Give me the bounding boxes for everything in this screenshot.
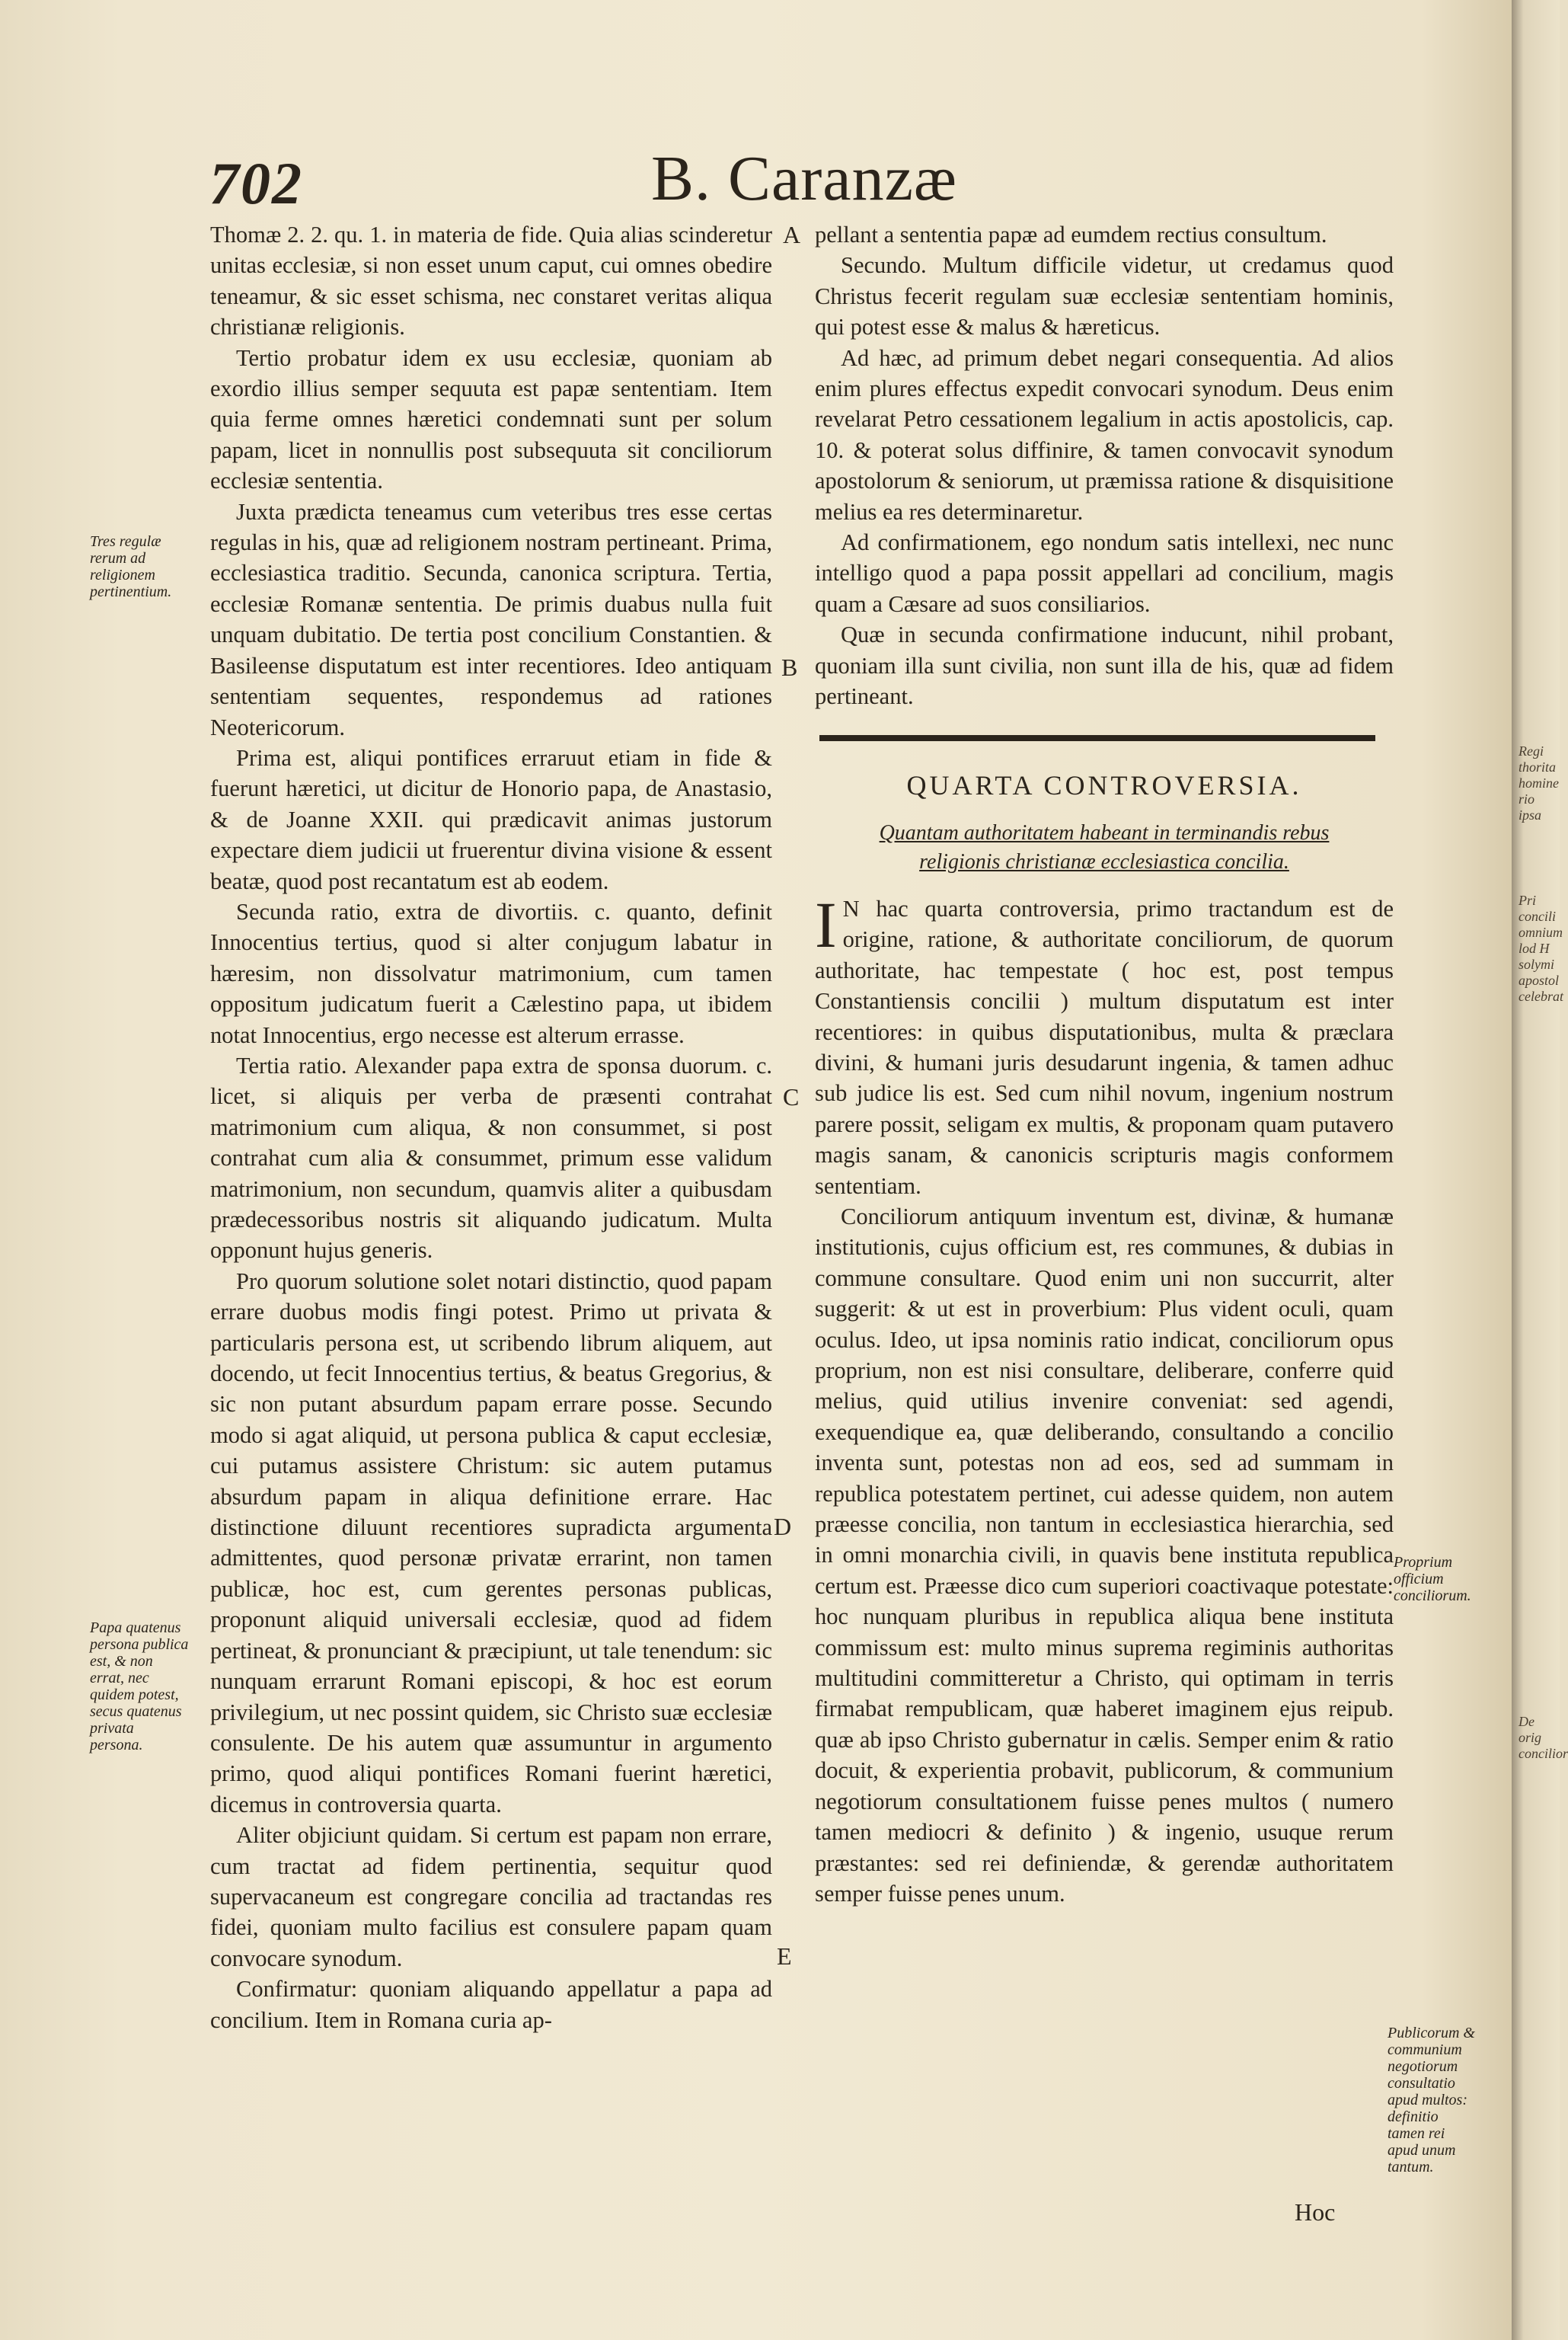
section-letter: D xyxy=(774,1513,792,1540)
section-title: QUARTA CONTROVERSIA. xyxy=(906,769,1302,801)
margin-note-right: Proprium officium conciliorum. xyxy=(1394,1554,1471,1604)
right-paragraph: Secundo. Multum difficile videtur, ut credamus quod Christus fecerit regulam suæ ecclesiæ sententiam hominis, qui potest esse & malus & hæreticus. xyxy=(815,252,1394,340)
section-subtitle: Quantam authoritatem habeant in terminandis rebus religionis christianæ ecclesiastica concilia. xyxy=(879,820,1330,874)
right-paragraph: pellant a sententia papæ ad eumdem rectius consultum. xyxy=(815,222,1327,248)
margin-note-left: Tres regulæ rerum ad religionem pertinentium. xyxy=(90,533,172,600)
left-paragraph: Tertio probatur idem ex usu ecclesiæ, quoniam ab exordio illius semper sequuta est papæ sententiam. Item quia ferme omnes hæretici condemnati sunt per solum papam, licet in nonnullis post subsequuta sit conciliorum ecclesiæ sententia. xyxy=(210,344,772,494)
section-letter: E xyxy=(777,1942,792,1970)
left-paragraph: Aliter objiciunt quidam. Si certum est papam non errare, cum tractat ad fidem pertinentia, sequitur quod supervacaneum est congregare concilia ad tractandas res fidei, quoniam multo facilius est consulere papam quam convocare synodum. xyxy=(210,1822,772,1971)
left-paragraph: Juxta prædicta teneamus cum veteribus tres esse certas regulas in his, quæ ad religionem nostram pertineant. Prima, ecclesiastica traditio. Secunda, canonica scriptura. Tertia, ecclesiæ Romanæ sententia. De primis duabus nulla fuit unquam dubitatio. De tertia post concilium Constantien. & Basileense disputatum est inter recentiores. Ideo antiquam sententiam sequentes, respondemus ad rationes Neotericorum. xyxy=(210,498,772,740)
right-column xyxy=(815,219,1394,1909)
left-column xyxy=(210,219,772,2035)
left-paragraph: Confirmatur: quoniam aliquando appellatur a papa ad concilium. Item in Romana curia ap- xyxy=(210,1976,772,2033)
section-letter: C xyxy=(783,1083,800,1111)
left-paragraph: Pro quorum solutione solet notari distinctio, quod papam errare duobus modis fingi potest. Primo ut privata & particularis persona est, ut scribendo librum aliquem, aut docendo, ut fecit Innocentius tertius, & beatus Gregorius, & sic non putant absurdum papam errare posse. Secundo modo si agat aliquid, ut persona publica & caput ecclesiæ, cui putamus assistere Christum: sic autem putamus absurdum papam in aliqua definitione errare. Hac distinctione diluunt recentiores supradicta argumenta admittentes, quod personæ privatæ errarint, non tamen publicæ, hoc est, cum gerentes personas publicas, proponunt aliquid universali ecclesiæ, quod ad fidem pertineat, & pronunciant & præcipiunt, ut tale tenendum: sic nunquam errarunt Romani episcopi, & hoc est eorum privilegium, ut nec possint quidem, sic Christo suæ ecclesiæ consulente. De his autem quæ assumuntur in argumento primo, quod aliqui pontifices Romani fuerint hæretici, dicemus in controversia quarta. xyxy=(210,1268,772,1817)
left-paragraph: Tertia ratio. Alexander papa extra de sponsa duorum. c. licet, si aliquis per verba de præsenti contrahat matrimonium cum aliqua, & non consummet, si post contrahat cum alia & consummet, primum esse validum matrimonium, non secundum, quamvis aliter a quibusdam prædecessoribus nostris sit aliquando judicatum. Multa opponunt hujus generis. xyxy=(210,1052,772,1264)
page-gutter xyxy=(1512,0,1568,2340)
gutter-fragment: De orig concilior xyxy=(1519,1714,1568,1761)
right-paragraph-dropcap: IN hac quarta controversia, primo tractandum est de origine, ratione, & authoritate conciliorum, de quorum authoritate, hac tempestate ( hoc est, post tempus Constantiensis concilii ) multum disputatum est inter recentiores: in quibus disputationibus, multa & præclara divini, & humani juris desudarunt ingenia, & tamen adhuc sub judice lis est. Sed cum nihil novum, ingenium nostrum parere possit, seligam ex multis, & proponam quam putavero magis sanam, & canonicis scripturis magis conformem sententiam. xyxy=(815,887,1394,1199)
margin-note-left: Papa quatenus persona publica est, & non errat, nec quidem potest, secus quatenus privata persona. xyxy=(90,1619,189,1753)
running-title: B. Caranzæ xyxy=(651,143,957,214)
section-letter: A xyxy=(783,221,801,248)
gutter-fragment: Pri concili omnium lod H solymi apostol celebrat xyxy=(1519,893,1563,1004)
left-paragraph: Thomæ 2. 2. qu. 1. in materia de fide. Quia alias scinderetur unitas ecclesiæ, si non esset unum caput, cui omnes obedire teneamur, & sic esset schisma, nec constaret veritas aliqua christianæ religionis. xyxy=(210,222,772,340)
section-divider-rule xyxy=(819,735,1375,741)
left-paragraph: Prima est, aliqui pontifices erraruut etiam in fide & fuerunt hæretici, ut dicitur de Honorio papa, de Anastasio, & de Joanne XXII. qui prædicavit animas justorum expectare diem judicii ut fruerentur divina visione & essent beatæ, quod post recantatum est ab eodem. xyxy=(210,744,772,894)
right-paragraph: Conciliorum antiquum inventum est, divinæ, & humanæ institutionis, cujus officium est, res communes, & dubias in commune consultare. Quod enim uni non succurrit, alter suggerit: & ut est in proverbium: Plus vident oculi, quam oculus. Ideo, ut ipsa nominis ratio indicat, conciliorum opus proprium, non est nisi consultare, deliberare, conferre quid melius, quid utilius invenire conveniat: sed agendi, exequendique ea, quæ deliberando, consultando a concilio inventa sunt, potestas non ad eos, sed ad summam in republica potestatem pertinet, cui adesse quidem, non autem præesse concilia, non tantum in ecclesiastica hierarchia, sed in omni monarchia civili, in quavis bene instituta republica certum est. Præesse dico cum superiori coactivaque potestate: hoc nunquam pluribus in republica aliqua bene instituta commissum est: multo minus suprema regiminis authoritas multitudini committeretur a Christo, qui optimam in terris firmabat rempublicam, quæ haberet imaginem ejus reipub. quæ ab ipso Christo gubernatur in cælis. Semper enim & ratio docuit, & experientia probavit, publicorum, & communium negotiorum consultationem fuisse penes multos ( numero tamen mediocri & definito ) & ingenio, usuque rerum præstantes: sed rei definiendæ, & gerendæ authoritatem semper fuisse penes unum. xyxy=(815,1203,1394,1907)
left-paragraph: Secunda ratio, extra de divortiis. c. quanto, definit Innocentius tertius, quod si alter conjugum labatur in hæresim, non dissolvatur matrimonium, cum tamen oppositum judicatum fuerit a Cælestino papa, ut ibidem notat Innocentius, ergo necesse est alterum errasse. xyxy=(210,898,772,1048)
right-paragraph: Ad confirmationem, ego nondum satis intellexi, nec nunc intelligo quod a papa possit appellari ad concilium, magis quam a Cæsare ad suos consiliarios. xyxy=(815,529,1394,617)
page-number: 702 xyxy=(209,150,303,216)
margin-note-right: Publicorum & communium negotiorum consultatio apud multos: definitio tamen rei apud unum tantum. xyxy=(1388,2025,1475,2175)
gutter-fragment: Regi thorita homine rio ipsa xyxy=(1519,743,1559,823)
section-letter: B xyxy=(781,654,798,681)
right-paragraph: Ad hæc, ad primum debet negari consequentia. Ad alios enim plures effectus expedit convocari synodum. Deus enim revelarat Petro cessationem legalium in actis apostolicis, cap. 10. & poterat solus diffinire, & tamen convocavit synodum apostolorum & seniorum, ut præmissa ratione & disquisitione melius ea res determinaretur. xyxy=(815,344,1394,525)
catchword: Hoc xyxy=(1295,2198,1336,2226)
right-paragraph: Quæ in secunda confirmatione inducunt, nihil probant, quoniam illa sunt civilia, non sunt illa de his, quæ ad fidem pertineant. xyxy=(815,622,1394,710)
